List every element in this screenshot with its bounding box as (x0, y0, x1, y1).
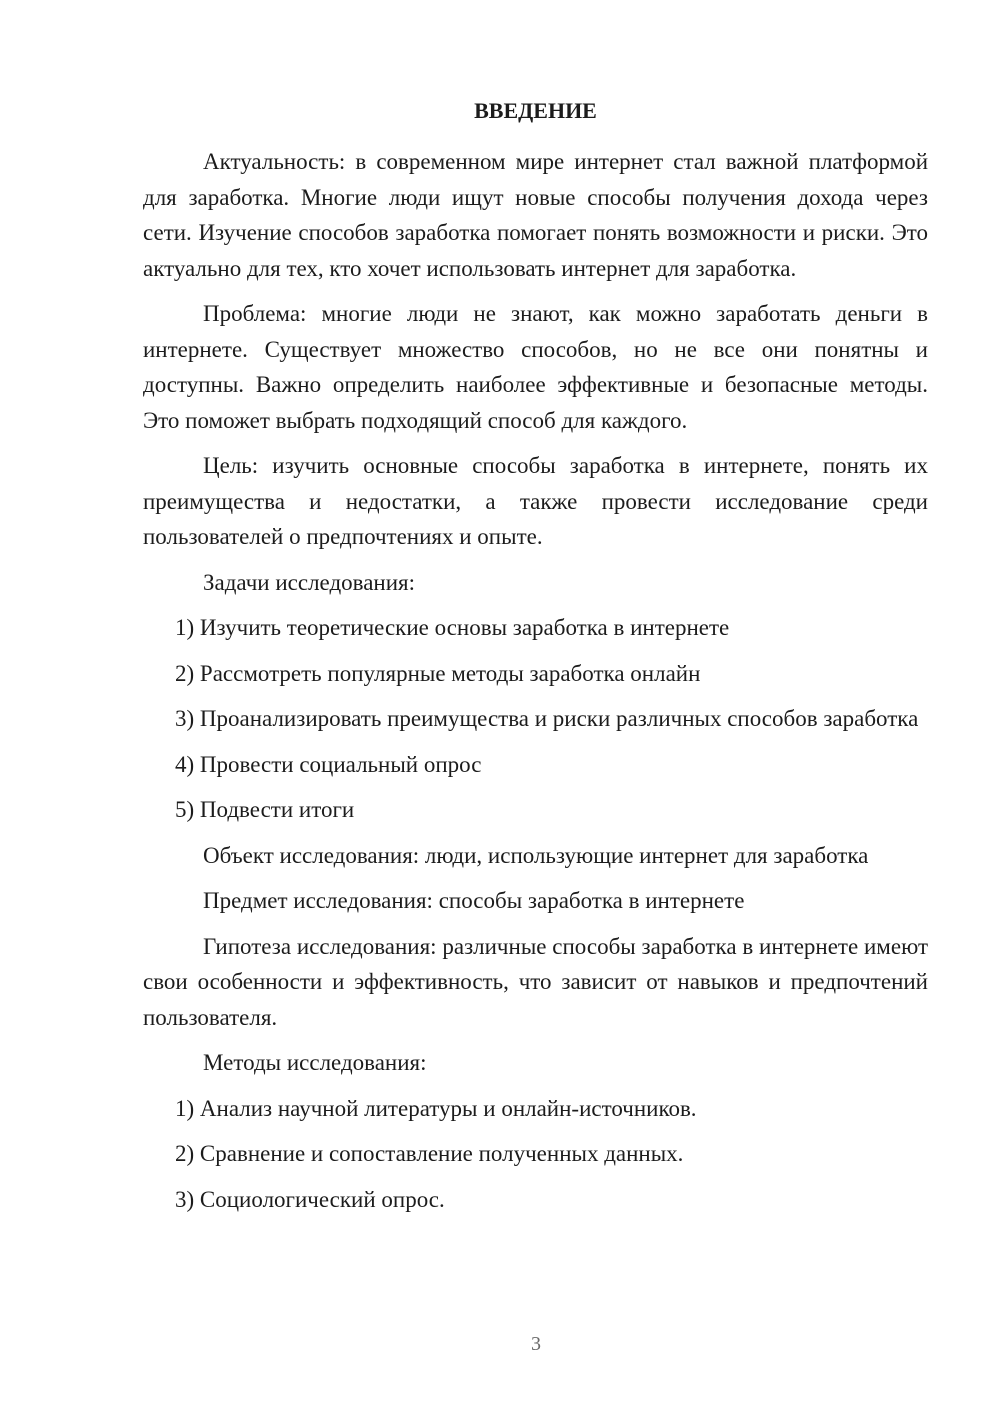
page-number: 3 (531, 1333, 541, 1355)
tasks-heading: Задачи исследования: (203, 569, 416, 595)
method-item: 2) Сравнение и сопоставление полученных данных. (175, 1141, 684, 1166)
task-item: 4) Провести социальный опрос (175, 751, 482, 777)
task-item: 3) Проанализировать преимущества и риски различных способов заработка (175, 706, 919, 731)
document-page (143, 96, 928, 1227)
relevance-paragraph: Актуальность: в современном мире интернет стал важной платформой для заработка. Многие люди ищут новые способы получения дохода через сети. Изучение способов заработка помогает понять возможности и риски. Это актуально для тех, кто хочет использовать интернет для заработка. (143, 149, 928, 281)
goal-paragraph: Цель: изучить основные способы заработка в интернете, понять их преимущества и недостатки, а также провести исследование среди пользователей о предпочтениях и опыте. (143, 453, 928, 549)
research-subject: Предмет исследования: способы заработка в интернете (203, 888, 745, 913)
methods-heading: Методы исследования: (203, 1050, 427, 1075)
task-item: 5) Подвести итоги (175, 797, 355, 822)
research-object: Объект исследования: люди, использующие интернет для заработка (203, 842, 869, 868)
task-item: 2) Рассмотреть популярные методы заработка онлайн (175, 660, 701, 686)
section-heading: ВВЕДЕНИЕ (474, 98, 597, 123)
task-item: 1) Изучить теоретические основы заработка в интернете (175, 615, 730, 640)
method-item: 3) Социологический опрос. (175, 1186, 445, 1212)
problem-paragraph: Проблема: многие люди не знают, как можно заработать деньги в интернете. Существует множество способов, но не все они понятны и доступны. Важно определить наиболее эффективные и безопасные методы. Это поможет выбрать подходящий способ для каждого. (143, 301, 928, 433)
method-item: 1) Анализ научной литературы и онлайн-источников. (175, 1095, 697, 1121)
hypothesis-paragraph: Гипотеза исследования: различные способы заработка в интернете имеют свои особенности и эффективность, что зависит от навыков и предпочтений пользователя. (143, 933, 928, 1030)
